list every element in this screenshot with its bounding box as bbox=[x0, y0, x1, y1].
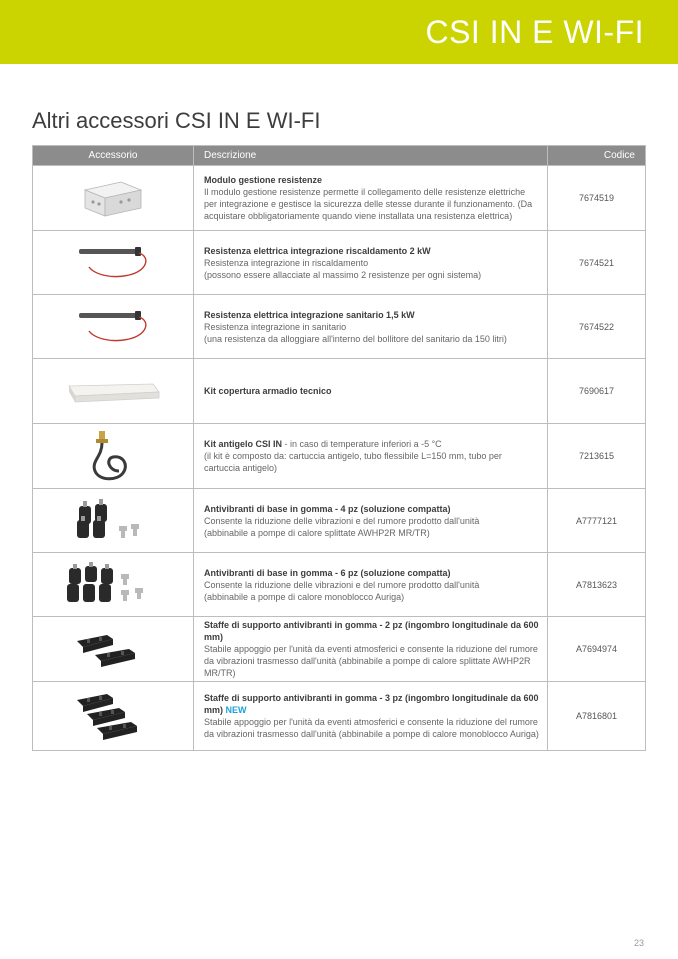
table-row bbox=[33, 231, 646, 295]
accessory-image-cell bbox=[33, 553, 194, 617]
description-cell bbox=[194, 617, 548, 682]
table-row bbox=[33, 553, 646, 617]
row-text: Resistenza integrazione in riscaldamento (possono essere allacciate al massimo 2 resistenze per ogni sistema) bbox=[204, 257, 482, 280]
table-row bbox=[33, 424, 646, 489]
table-row bbox=[33, 359, 646, 424]
rubber-feet-4-icon bbox=[73, 498, 153, 544]
code-cell: A7777121 bbox=[548, 489, 646, 553]
row-title-suffix: - in caso di temperature inferiori a -5 °C bbox=[282, 439, 442, 449]
row-text: Resistenza integrazione in sanitario (una resistenza da alloggiare all'interno del bollitore del sanitario da 150 litri) bbox=[204, 321, 507, 344]
row-title: Kit copertura armadio tecnico bbox=[204, 386, 332, 396]
description-cell bbox=[194, 231, 548, 295]
column-header-accessory: Accessorio bbox=[33, 146, 194, 166]
accessories-table bbox=[32, 145, 646, 751]
code-cell: 7690617 bbox=[548, 359, 646, 424]
heating-element-icon bbox=[73, 305, 153, 349]
row-title: Antivibranti di base in gomma - 4 pz (soluzione compatta) bbox=[204, 503, 451, 514]
new-badge: NEW bbox=[225, 705, 247, 715]
row-text: Il modulo gestione resistenze permette il collegamento delle resistenze elettriche per integrazione e gestisce la sicurezza delle stesse durante il funzionamento. (Da acquistare obbligatoriamente quando viene installata una resistenza elettrica) bbox=[204, 187, 533, 221]
description-cell bbox=[194, 682, 548, 751]
description-cell bbox=[194, 166, 548, 231]
section-title: Altri accessori CSI IN E WI-FI bbox=[32, 108, 321, 133]
row-title: Staffe di supporto antivibranti in gomma - 3 pz (ingombro longitudinale da 600 mm) bbox=[204, 693, 539, 715]
accessory-image-cell bbox=[33, 231, 194, 295]
row-title: Antivibranti di base in gomma - 6 pz (soluzione compatta) bbox=[204, 567, 451, 578]
table-row bbox=[33, 295, 646, 359]
code-cell: 7674521 bbox=[548, 231, 646, 295]
heating-element-icon bbox=[73, 241, 153, 285]
accessory-image-cell bbox=[33, 295, 194, 359]
code-cell: 7213615 bbox=[548, 424, 646, 489]
row-text: Stabile appoggio per l'unità da eventi atmosferici e consente la riduzione del rumore da vibrazioni trasmesso dall'unità (abbinabile a pompe di calore splittate AWHP2R MR/TR) bbox=[204, 644, 538, 678]
junction-box-icon bbox=[81, 176, 145, 220]
row-text: (il kit è composto da: cartuccia antigelo, tubo flessibile L=150 mm, tubo per cartuccia antigelo) bbox=[204, 451, 502, 473]
table-row bbox=[33, 489, 646, 553]
description-cell bbox=[194, 359, 548, 424]
table-header-row bbox=[33, 146, 646, 166]
row-title: Staffe di supporto antivibranti in gomma - 2 pz (ingombro longitudinale da 600 mm) bbox=[204, 620, 539, 642]
table-row bbox=[33, 617, 646, 682]
row-text: Consente la riduzione delle vibrazioni e del rumore prodotto dall'unità (abbinabile a pompe di calore splittate AWHP2R MR/TR) bbox=[204, 515, 480, 538]
code-cell: A7813623 bbox=[548, 553, 646, 617]
page-number: 23 bbox=[633, 938, 644, 948]
code-cell: A7694974 bbox=[548, 617, 646, 682]
table-row bbox=[33, 166, 646, 231]
code-cell: 7674519 bbox=[548, 166, 646, 231]
description-cell bbox=[194, 424, 548, 489]
row-title: Resistenza elettrica integrazione riscaldamento 2 kW bbox=[204, 245, 431, 256]
accessory-image-cell bbox=[33, 489, 194, 553]
table-row bbox=[33, 682, 646, 751]
row-title: Kit antigelo CSI IN bbox=[204, 439, 283, 449]
accessory-image-cell bbox=[33, 424, 194, 489]
banner-title: CSI IN E WI-FI bbox=[425, 14, 644, 50]
accessory-image-cell bbox=[33, 359, 194, 424]
cover-panel-icon bbox=[63, 374, 163, 408]
row-title-line bbox=[204, 438, 539, 450]
description-cell bbox=[194, 489, 548, 553]
rubber-brackets-3-icon bbox=[73, 690, 153, 742]
rubber-feet-6-icon bbox=[65, 562, 161, 608]
accessory-image-cell bbox=[33, 166, 194, 231]
top-banner bbox=[0, 0, 678, 64]
row-title: Resistenza elettrica integrazione sanitario 1,5 kW bbox=[204, 309, 415, 320]
description-cell bbox=[194, 553, 548, 617]
row-title: Modulo gestione resistenze bbox=[204, 175, 323, 185]
column-header-description: Descrizione bbox=[194, 146, 548, 166]
description-cell bbox=[194, 295, 548, 359]
rubber-brackets-2-icon bbox=[73, 627, 153, 671]
antifreeze-kit-icon bbox=[83, 427, 143, 485]
row-text: Stabile appoggio per l'unità da eventi atmosferici e consente la riduzione del rumore da vibrazioni trasmesso dall'unità (abbinabile a pompe di calore monoblocco Auriga) bbox=[204, 717, 539, 739]
code-cell: A7816801 bbox=[548, 682, 646, 751]
row-text: Consente la riduzione delle vibrazioni e del rumore prodotto dall'unità (abbinabile a pompe di calore monoblocco Auriga) bbox=[204, 579, 480, 602]
column-header-code: Codice bbox=[548, 146, 646, 166]
code-cell: 7674522 bbox=[548, 295, 646, 359]
accessory-image-cell bbox=[33, 617, 194, 682]
accessory-image-cell bbox=[33, 682, 194, 751]
row-title-line bbox=[204, 692, 539, 716]
